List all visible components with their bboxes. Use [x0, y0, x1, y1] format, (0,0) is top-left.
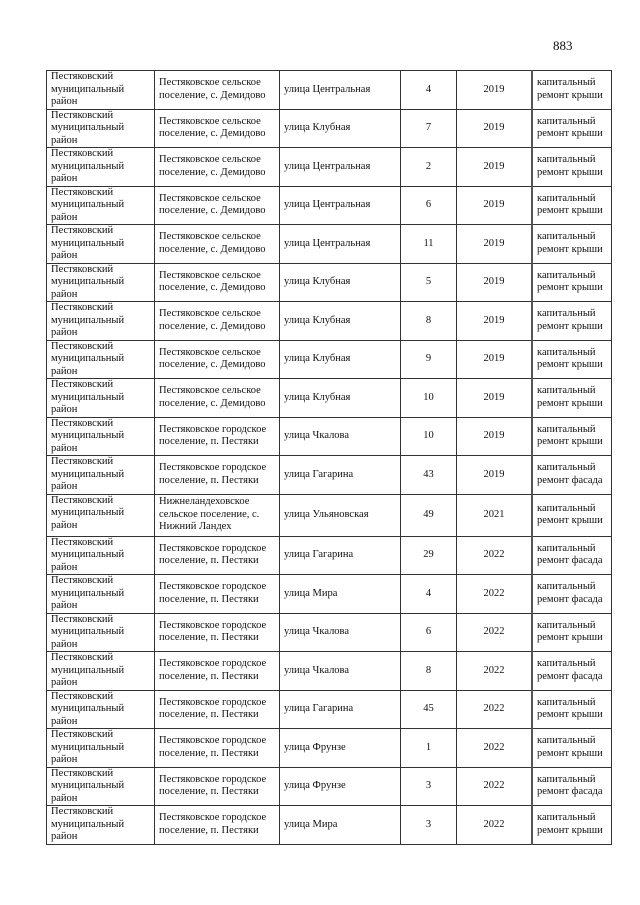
year-cell: 2019: [457, 379, 533, 418]
street-cell: улица Чкалова: [280, 613, 401, 652]
district-cell: Пестяковский муниципальный район: [47, 729, 155, 768]
house-number-cell: 8: [401, 652, 457, 691]
house-number-cell: 49: [401, 494, 457, 536]
house-number-cell: 10: [401, 417, 457, 456]
year-cell: 2022: [457, 806, 533, 845]
work-type-cell: капитальный ремонт крыши: [532, 806, 612, 845]
street-cell: улица Клубная: [280, 340, 401, 379]
district-cell: Пестяковский муниципальный район: [47, 690, 155, 729]
house-number-cell: 6: [401, 613, 457, 652]
house-number-cell: 8: [401, 302, 457, 341]
table-row: [47, 109, 612, 148]
table-row: [47, 225, 612, 264]
table-row: [47, 729, 612, 768]
work-type-cell: капитальный ремонт крыши: [532, 340, 612, 379]
district-cell: Пестяковский муниципальный район: [47, 652, 155, 691]
table-row: [47, 613, 612, 652]
year-cell: 2019: [457, 302, 533, 341]
house-number-cell: 3: [401, 767, 457, 806]
house-number-cell: 43: [401, 456, 457, 495]
street-cell: улица Центральная: [280, 225, 401, 264]
table-row: [47, 186, 612, 225]
street-cell: улица Гагарина: [280, 456, 401, 495]
house-number-cell: 6: [401, 186, 457, 225]
table-row: [47, 767, 612, 806]
house-number-cell: 1: [401, 729, 457, 768]
table-row: [47, 340, 612, 379]
settlement-cell: Нижнеландеховское сельское поселение, с. Нижний Ландех: [155, 494, 280, 536]
year-cell: 2022: [457, 613, 533, 652]
table-row: [47, 263, 612, 302]
district-cell: Пестяковский муниципальный район: [47, 575, 155, 614]
house-number-cell: 9: [401, 340, 457, 379]
district-cell: Пестяковский муниципальный район: [47, 767, 155, 806]
work-type-cell: капитальный ремонт крыши: [532, 494, 612, 536]
repair-schedule-table: [46, 70, 612, 845]
district-cell: Пестяковский муниципальный район: [47, 536, 155, 575]
street-cell: улица Центральная: [280, 71, 401, 110]
house-number-cell: 7: [401, 109, 457, 148]
street-cell: улица Клубная: [280, 109, 401, 148]
street-cell: улица Чкалова: [280, 652, 401, 691]
district-cell: Пестяковский муниципальный район: [47, 109, 155, 148]
work-type-cell: капитальный ремонт крыши: [532, 109, 612, 148]
table-row: [47, 148, 612, 187]
street-cell: улица Фрунзе: [280, 729, 401, 768]
table-row: [47, 417, 612, 456]
district-cell: Пестяковский муниципальный район: [47, 225, 155, 264]
settlement-cell: Пестяковское городское поселение, п. Пестяки: [155, 417, 280, 456]
street-cell: улица Центральная: [280, 148, 401, 187]
settlement-cell: Пестяковское городское поселение, п. Пестяки: [155, 652, 280, 691]
district-cell: Пестяковский муниципальный район: [47, 417, 155, 456]
settlement-cell: Пестяковское городское поселение, п. Пестяки: [155, 613, 280, 652]
house-number-cell: 10: [401, 379, 457, 418]
house-number-cell: 4: [401, 71, 457, 110]
settlement-cell: Пестяковское сельское поселение, с. Демидово: [155, 379, 280, 418]
year-cell: 2022: [457, 690, 533, 729]
settlement-cell: Пестяковское городское поселение, п. Пестяки: [155, 456, 280, 495]
year-cell: 2019: [457, 71, 533, 110]
settlement-cell: Пестяковское сельское поселение, с. Демидово: [155, 340, 280, 379]
year-cell: 2022: [457, 536, 533, 575]
table-row: [47, 690, 612, 729]
year-cell: 2022: [457, 729, 533, 768]
settlement-cell: Пестяковское сельское поселение, с. Демидово: [155, 109, 280, 148]
work-type-cell: капитальный ремонт крыши: [532, 729, 612, 768]
year-cell: 2019: [457, 456, 533, 495]
year-cell: 2022: [457, 575, 533, 614]
work-type-cell: капитальный ремонт крыши: [532, 71, 612, 110]
house-number-cell: 5: [401, 263, 457, 302]
work-type-cell: капитальный ремонт фасада: [532, 652, 612, 691]
year-cell: 2019: [457, 340, 533, 379]
house-number-cell: 4: [401, 575, 457, 614]
settlement-cell: Пестяковское сельское поселение, с. Демидово: [155, 302, 280, 341]
table-row: [47, 494, 612, 536]
work-type-cell: капитальный ремонт крыши: [532, 148, 612, 187]
district-cell: Пестяковский муниципальный район: [47, 186, 155, 225]
year-cell: 2022: [457, 652, 533, 691]
table-row: [47, 536, 612, 575]
street-cell: улица Клубная: [280, 379, 401, 418]
street-cell: улица Ульяновская: [280, 494, 401, 536]
street-cell: улица Клубная: [280, 302, 401, 341]
street-cell: улица Мира: [280, 575, 401, 614]
district-cell: Пестяковский муниципальный район: [47, 263, 155, 302]
table-row: [47, 71, 612, 110]
work-type-cell: капитальный ремонт фасада: [532, 575, 612, 614]
district-cell: Пестяковский муниципальный район: [47, 340, 155, 379]
house-number-cell: 2: [401, 148, 457, 187]
street-cell: улица Гагарина: [280, 690, 401, 729]
table-body: [47, 71, 612, 845]
work-type-cell: капитальный ремонт крыши: [532, 225, 612, 264]
work-type-cell: капитальный ремонт крыши: [532, 417, 612, 456]
house-number-cell: 29: [401, 536, 457, 575]
work-type-cell: капитальный ремонт фасада: [532, 536, 612, 575]
settlement-cell: Пестяковское городское поселение, п. Пестяки: [155, 806, 280, 845]
settlement-cell: Пестяковское сельское поселение, с. Демидово: [155, 263, 280, 302]
year-cell: 2021: [457, 494, 533, 536]
table-row: [47, 652, 612, 691]
street-cell: улица Клубная: [280, 263, 401, 302]
work-type-cell: капитальный ремонт крыши: [532, 263, 612, 302]
district-cell: Пестяковский муниципальный район: [47, 302, 155, 341]
district-cell: Пестяковский муниципальный район: [47, 806, 155, 845]
settlement-cell: Пестяковское сельское поселение, с. Демидово: [155, 148, 280, 187]
year-cell: 2019: [457, 263, 533, 302]
settlement-cell: Пестяковское сельское поселение, с. Демидово: [155, 186, 280, 225]
work-type-cell: капитальный ремонт крыши: [532, 379, 612, 418]
street-cell: улица Фрунзе: [280, 767, 401, 806]
house-number-cell: 3: [401, 806, 457, 845]
work-type-cell: капитальный ремонт фасада: [532, 767, 612, 806]
table-row: [47, 379, 612, 418]
district-cell: Пестяковский муниципальный район: [47, 71, 155, 110]
work-type-cell: капитальный ремонт фасада: [532, 456, 612, 495]
district-cell: Пестяковский муниципальный район: [47, 494, 155, 536]
district-cell: Пестяковский муниципальный район: [47, 379, 155, 418]
district-cell: Пестяковский муниципальный район: [47, 456, 155, 495]
table-row: [47, 806, 612, 845]
year-cell: 2019: [457, 148, 533, 187]
year-cell: 2019: [457, 186, 533, 225]
settlement-cell: Пестяковское городское поселение, п. Пестяки: [155, 536, 280, 575]
page-number: 883: [553, 38, 573, 53]
settlement-cell: Пестяковское городское поселение, п. Пестяки: [155, 690, 280, 729]
work-type-cell: капитальный ремонт крыши: [532, 690, 612, 729]
year-cell: 2022: [457, 767, 533, 806]
house-number-cell: 11: [401, 225, 457, 264]
work-type-cell: капитальный ремонт крыши: [532, 186, 612, 225]
street-cell: улица Чкалова: [280, 417, 401, 456]
settlement-cell: Пестяковское городское поселение, п. Пестяки: [155, 767, 280, 806]
table-row: [47, 456, 612, 495]
settlement-cell: Пестяковское городское поселение, п. Пестяки: [155, 729, 280, 768]
year-cell: 2019: [457, 109, 533, 148]
street-cell: улица Мира: [280, 806, 401, 845]
table-row: [47, 575, 612, 614]
street-cell: улица Центральная: [280, 186, 401, 225]
year-cell: 2019: [457, 225, 533, 264]
settlement-cell: Пестяковское городское поселение, п. Пестяки: [155, 575, 280, 614]
settlement-cell: Пестяковское сельское поселение, с. Демидово: [155, 71, 280, 110]
table-row: [47, 302, 612, 341]
district-cell: Пестяковский муниципальный район: [47, 148, 155, 187]
street-cell: улица Гагарина: [280, 536, 401, 575]
work-type-cell: капитальный ремонт крыши: [532, 613, 612, 652]
house-number-cell: 45: [401, 690, 457, 729]
settlement-cell: Пестяковское сельское поселение, с. Демидово: [155, 225, 280, 264]
work-type-cell: капитальный ремонт крыши: [532, 302, 612, 341]
year-cell: 2019: [457, 417, 533, 456]
district-cell: Пестяковский муниципальный район: [47, 613, 155, 652]
